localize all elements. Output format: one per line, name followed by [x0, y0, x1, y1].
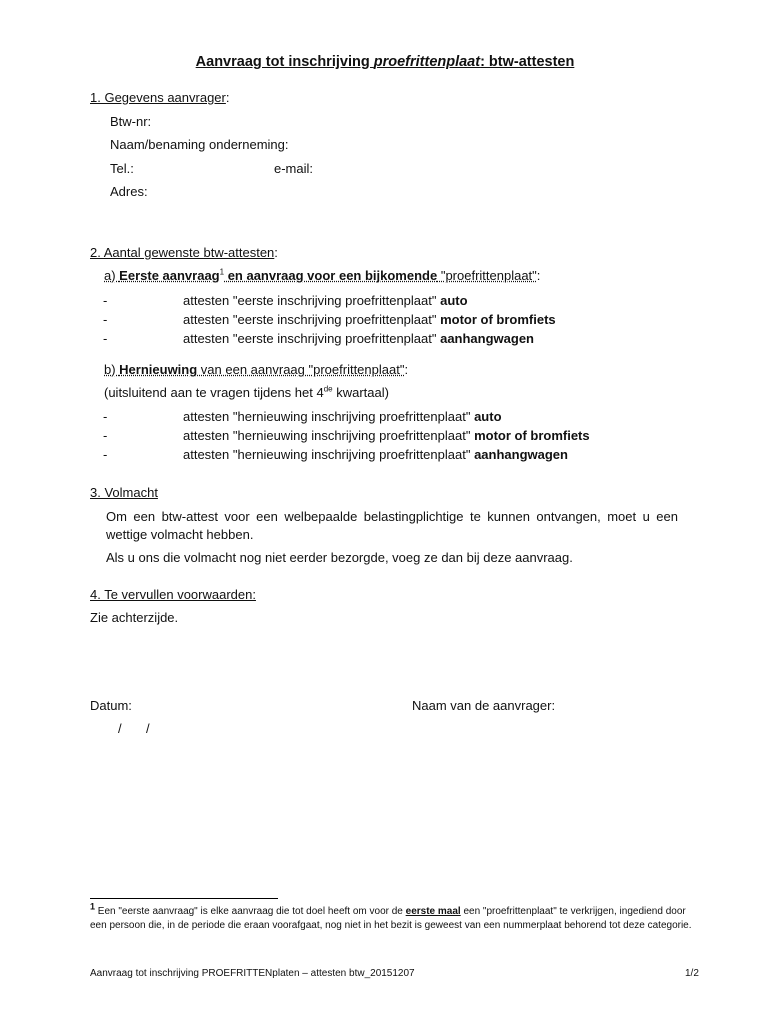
list-item: attesten "hernieuwing inschrijving proefrittenplaat" auto [183, 409, 502, 424]
subsection-b-heading: b) Hernieuwing van een aanvraag "proefrittenplaat": [104, 362, 409, 377]
section-3-heading: 3. Volmacht [90, 485, 158, 500]
section-4-heading: 4. Te vervullen voorwaarden: [90, 587, 256, 602]
list-item: attesten "eerste inschrijving proefrittenplaat" auto [183, 293, 468, 308]
bullet: - [103, 331, 108, 346]
subsection-a-heading: a) Eerste aanvraag$^1$ en aanvraag voor een bijkomende "proefrittenplaat": [104, 267, 541, 283]
bullet: - [103, 293, 108, 308]
tel-label: Tel.: [110, 161, 134, 176]
section-1-heading: 1. Gegevens aanvrager: [90, 90, 230, 105]
company-name-label: Naam/benaming onderneming: [110, 137, 289, 152]
section-2-heading: 2. Aantal gewenste btw-attesten: [90, 245, 278, 260]
footnote: $^1$ Een "eerste aanvraag" is elke aanvraag die tot doel heeft om voor de eerste maal een "proefrittenplaat" te verkrijgen, ingediend door een persoon die, in de periode die eraan voorafgaat, nog niet in het bezit is geweest van een nummerplaat behorend tot deze categorie. [90, 901, 692, 931]
list-item: attesten "eerste inschrijving proefrittenplaat" motor of bromfiets [183, 312, 556, 327]
date-label: Datum: [90, 698, 132, 713]
list-item: attesten "hernieuwing inschrijving proefrittenplaat" aanhangwagen [183, 447, 568, 462]
bullet: - [103, 447, 108, 462]
page-number: 1/2 [685, 968, 699, 979]
email-label: e-mail: [274, 161, 314, 176]
conditions-text: Zie achterzijde. [90, 610, 179, 625]
footer-document-id: Aanvraag tot inschrijving PROEFRITTENplaten – attesten btw_20151207 [90, 968, 415, 979]
page-title: Aanvraag tot inschrijving proefrittenplaat: btw-attesten [195, 54, 575, 70]
subsection-b-note: (uitsluitend aan te vragen tijdens het 4de kwartaal) [104, 384, 389, 400]
date-separator: / [118, 721, 122, 736]
volmacht-paragraph-1: Om een btw-attest voor een welbepaalde belastingplichtige te kunnen ontvangen, moet u een wettige volmacht hebben. [106, 509, 678, 542]
btw-nr-label: Btw-nr: [110, 114, 152, 129]
volmacht-paragraph-2: Als u ons die volmacht nog niet eerder bezorgde, voeg ze dan bij deze aanvraag. [106, 550, 573, 565]
bullet: - [103, 428, 108, 443]
address-label: Adres: [110, 184, 148, 199]
list-item: attesten "eerste inschrijving proefrittenplaat" aanhangwagen [183, 331, 535, 346]
bullet: - [103, 409, 108, 424]
applicant-name-label: Naam van de aanvrager: [412, 698, 556, 713]
list-item: attesten "hernieuwing inschrijving proefrittenplaat" motor of bromfiets [183, 428, 590, 443]
footnote-divider [90, 898, 278, 899]
date-separator: / [146, 721, 150, 736]
bullet: - [103, 312, 108, 327]
